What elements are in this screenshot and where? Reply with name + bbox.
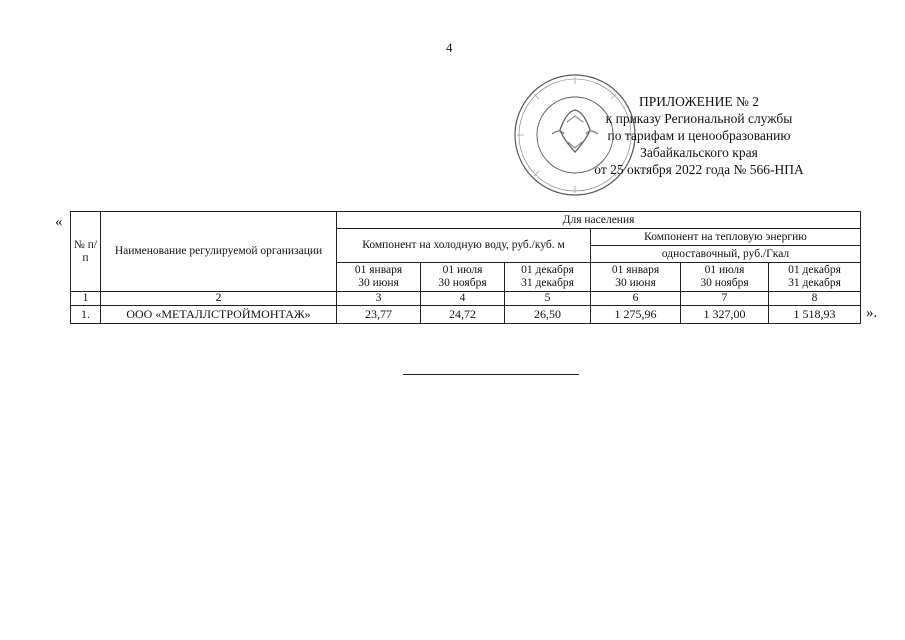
period-header: 01 июля 30 ноября (681, 263, 769, 292)
appendix-service: по тарифам и ценообразованию (607, 128, 791, 143)
period-header: 01 декабря 31 декабря (769, 263, 861, 292)
closing-divider (403, 374, 579, 375)
tariff-value: 1 327,00 (681, 306, 769, 324)
tariff-table (70, 211, 861, 324)
column-number: 8 (769, 292, 861, 306)
column-number: 2 (101, 292, 337, 306)
period-header: 01 января 30 июня (337, 263, 421, 292)
row-organization: ООО «МЕТАЛЛСТРОЙМОНТАЖ» (101, 306, 337, 324)
tariff-value: 24,72 (421, 306, 505, 324)
column-number: 1 (71, 292, 101, 306)
header-population: Для населения (337, 212, 861, 229)
page-number: 4 (446, 40, 453, 55)
tariff-value: 1 518,93 (769, 306, 861, 324)
tariff-value: 26,50 (505, 306, 591, 324)
header-number: № п/п (71, 212, 101, 292)
closing-quote: ». (866, 305, 878, 321)
opening-quote: « (55, 214, 63, 230)
header-cold-water: Компонент на холодную воду, руб./куб. м (337, 229, 591, 263)
period-header: 01 декабря 31 декабря (505, 263, 591, 292)
tariff-value: 23,77 (337, 306, 421, 324)
appendix-title: ПРИЛОЖЕНИЕ № 2 (638, 94, 760, 109)
header-heat-sub: одноставочный, руб./Гкал (591, 246, 861, 263)
appendix-order-ref: к приказу Региональной службы (605, 111, 793, 126)
column-number: 4 (421, 292, 505, 306)
column-number-row (71, 292, 861, 306)
row-number: 1. (71, 306, 101, 324)
appendix-region: Забайкальского края (640, 145, 758, 160)
column-number: 3 (337, 292, 421, 306)
column-number: 5 (505, 292, 591, 306)
appendix-date: от 25 октября 2022 года № 566-НПА (594, 162, 804, 177)
header-organization: Наименование регулируемой организации (101, 212, 337, 292)
column-number: 7 (681, 292, 769, 306)
header-heat: Компонент на тепловую энергию (591, 229, 861, 246)
period-header: 01 июля 30 ноября (421, 263, 505, 292)
tariff-value: 1 275,96 (591, 306, 681, 324)
period-header: 01 января 30 июня (591, 263, 681, 292)
appendix-block (574, 93, 824, 178)
table-row (71, 306, 861, 324)
column-number: 6 (591, 292, 681, 306)
